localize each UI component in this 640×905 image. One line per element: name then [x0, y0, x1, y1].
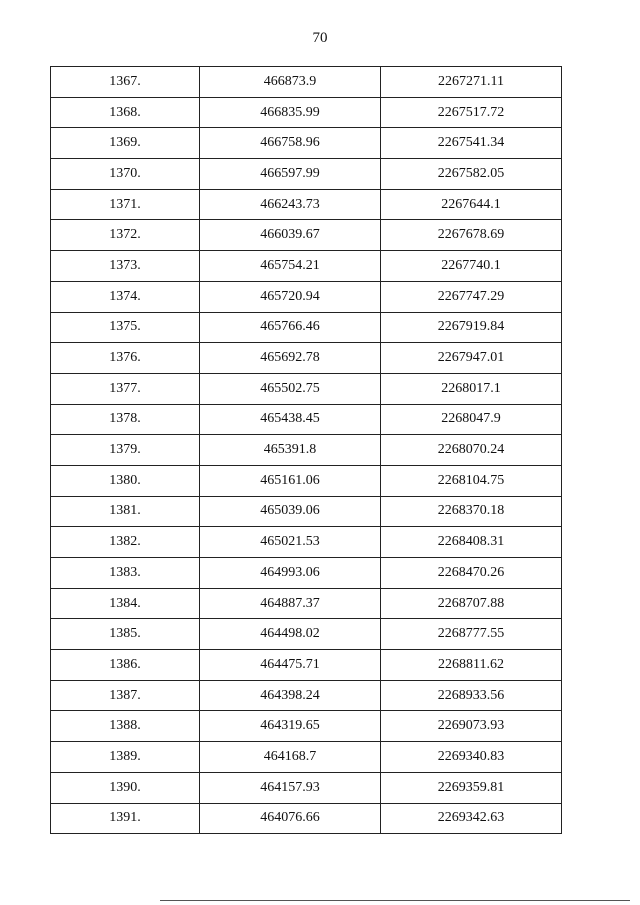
- point-number-cell: 1376.: [51, 343, 200, 374]
- point-number-cell: 1369.: [51, 128, 200, 159]
- y-coordinate-cell: 2268047.9: [381, 404, 562, 435]
- y-coordinate-cell: 2268933.56: [381, 680, 562, 711]
- table-row: [51, 97, 562, 128]
- point-number-cell: 1387.: [51, 680, 200, 711]
- table-row: [51, 128, 562, 159]
- y-coordinate-cell: 2267644.1: [381, 189, 562, 220]
- point-number-cell: 1382.: [51, 527, 200, 558]
- y-coordinate-cell: 2267517.72: [381, 97, 562, 128]
- x-coordinate-cell: 465766.46: [200, 312, 381, 343]
- table-row: [51, 527, 562, 558]
- table-row: [51, 281, 562, 312]
- table-row: [51, 772, 562, 803]
- x-coordinate-cell: 466597.99: [200, 159, 381, 190]
- table-row: [51, 680, 562, 711]
- x-coordinate-cell: 464993.06: [200, 558, 381, 589]
- y-coordinate-cell: 2268017.1: [381, 373, 562, 404]
- point-number-cell: 1368.: [51, 97, 200, 128]
- point-number-cell: 1378.: [51, 404, 200, 435]
- point-number-cell: 1384.: [51, 588, 200, 619]
- y-coordinate-cell: 2267919.84: [381, 312, 562, 343]
- table-row: [51, 619, 562, 650]
- y-coordinate-cell: 2267747.29: [381, 281, 562, 312]
- table-row: [51, 67, 562, 98]
- y-coordinate-cell: 2267541.34: [381, 128, 562, 159]
- table-row: [51, 465, 562, 496]
- coordinates-table-body: [51, 67, 562, 834]
- point-number-cell: 1388.: [51, 711, 200, 742]
- x-coordinate-cell: 466039.67: [200, 220, 381, 251]
- x-coordinate-cell: 465720.94: [200, 281, 381, 312]
- table-row: [51, 220, 562, 251]
- x-coordinate-cell: 465438.45: [200, 404, 381, 435]
- y-coordinate-cell: 2267582.05: [381, 159, 562, 190]
- table-row: [51, 803, 562, 834]
- table-row: [51, 435, 562, 466]
- x-coordinate-cell: 464498.02: [200, 619, 381, 650]
- x-coordinate-cell: 465754.21: [200, 251, 381, 282]
- point-number-cell: 1391.: [51, 803, 200, 834]
- page-number: 70: [312, 30, 328, 46]
- point-number-cell: 1373.: [51, 251, 200, 282]
- y-coordinate-cell: 2269340.83: [381, 742, 562, 773]
- x-coordinate-cell: 465039.06: [200, 496, 381, 527]
- y-coordinate-cell: 2268370.18: [381, 496, 562, 527]
- point-number-cell: 1367.: [51, 67, 200, 98]
- point-number-cell: 1390.: [51, 772, 200, 803]
- table-row: [51, 159, 562, 190]
- y-coordinate-cell: 2267678.69: [381, 220, 562, 251]
- x-coordinate-cell: 466873.9: [200, 67, 381, 98]
- y-coordinate-cell: 2269073.93: [381, 711, 562, 742]
- y-coordinate-cell: 2268070.24: [381, 435, 562, 466]
- point-number-cell: 1375.: [51, 312, 200, 343]
- x-coordinate-cell: 464168.7: [200, 742, 381, 773]
- x-coordinate-cell: 465161.06: [200, 465, 381, 496]
- point-number-cell: 1386.: [51, 650, 200, 681]
- point-number-cell: 1374.: [51, 281, 200, 312]
- coordinates-table: [50, 66, 562, 834]
- y-coordinate-cell: 2267947.01: [381, 343, 562, 374]
- table-row: [51, 189, 562, 220]
- y-coordinate-cell: 2267271.11: [381, 67, 562, 98]
- x-coordinate-cell: 465502.75: [200, 373, 381, 404]
- x-coordinate-cell: 464475.71: [200, 650, 381, 681]
- point-number-cell: 1380.: [51, 465, 200, 496]
- point-number-cell: 1389.: [51, 742, 200, 773]
- y-coordinate-cell: 2267740.1: [381, 251, 562, 282]
- x-coordinate-cell: 464157.93: [200, 772, 381, 803]
- y-coordinate-cell: 2269359.81: [381, 772, 562, 803]
- table-row: [51, 373, 562, 404]
- point-number-cell: 1381.: [51, 496, 200, 527]
- point-number-cell: 1371.: [51, 189, 200, 220]
- point-number-cell: 1385.: [51, 619, 200, 650]
- bottom-rule: [160, 900, 630, 901]
- point-number-cell: 1379.: [51, 435, 200, 466]
- y-coordinate-cell: 2268470.26: [381, 558, 562, 589]
- table-row: [51, 588, 562, 619]
- point-number-cell: 1383.: [51, 558, 200, 589]
- table-row: [51, 496, 562, 527]
- x-coordinate-cell: 465021.53: [200, 527, 381, 558]
- point-number-cell: 1377.: [51, 373, 200, 404]
- x-coordinate-cell: 464887.37: [200, 588, 381, 619]
- x-coordinate-cell: 464319.65: [200, 711, 381, 742]
- point-number-cell: 1372.: [51, 220, 200, 251]
- table-row: [51, 711, 562, 742]
- table-row: [51, 558, 562, 589]
- x-coordinate-cell: 466243.73: [200, 189, 381, 220]
- y-coordinate-cell: 2268777.55: [381, 619, 562, 650]
- table-row: [51, 742, 562, 773]
- table-row: [51, 404, 562, 435]
- table-row: [51, 312, 562, 343]
- x-coordinate-cell: 465692.78: [200, 343, 381, 374]
- y-coordinate-cell: 2268104.75: [381, 465, 562, 496]
- y-coordinate-cell: 2268707.88: [381, 588, 562, 619]
- y-coordinate-cell: 2268811.62: [381, 650, 562, 681]
- x-coordinate-cell: 464076.66: [200, 803, 381, 834]
- table-row: [51, 650, 562, 681]
- y-coordinate-cell: 2269342.63: [381, 803, 562, 834]
- y-coordinate-cell: 2268408.31: [381, 527, 562, 558]
- x-coordinate-cell: 466758.96: [200, 128, 381, 159]
- point-number-cell: 1370.: [51, 159, 200, 190]
- table-row: [51, 251, 562, 282]
- x-coordinate-cell: 464398.24: [200, 680, 381, 711]
- x-coordinate-cell: 465391.8: [200, 435, 381, 466]
- x-coordinate-cell: 466835.99: [200, 97, 381, 128]
- table-row: [51, 343, 562, 374]
